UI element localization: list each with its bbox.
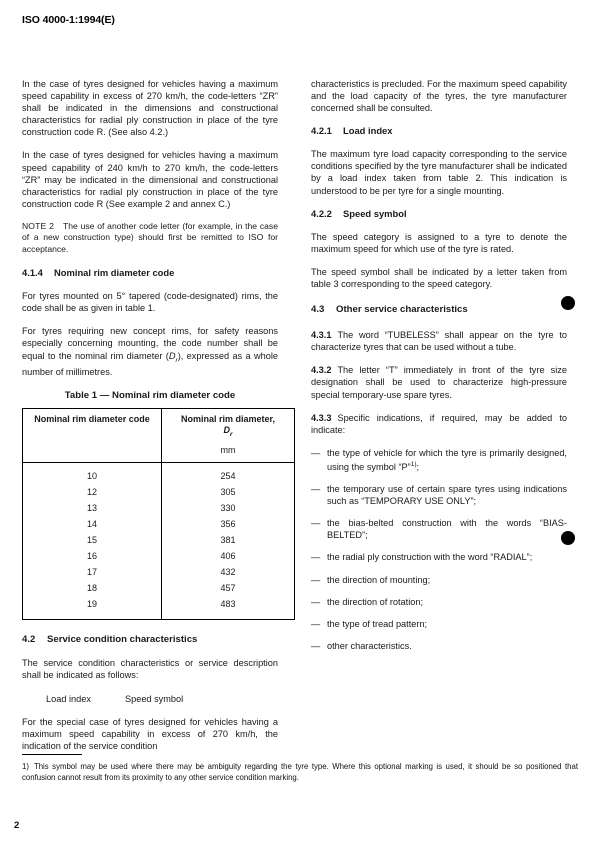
- note-text: The use of another code letter (for example, in the case of a new construction type) should first be remitted to ISO for acceptance.: [22, 220, 278, 254]
- note-label: NOTE 2: [22, 220, 55, 231]
- em-dash-icon: —: [311, 552, 321, 563]
- em-dash-icon: —: [311, 640, 321, 651]
- cell-diameter: 254: [220, 470, 236, 481]
- heading-4-2-1-number: 4.2.1: [311, 125, 332, 137]
- list-item: [311, 517, 567, 541]
- heading-4-2-1-title: Load index: [343, 125, 393, 137]
- service-description-format: [22, 693, 278, 705]
- paragraph-new-concept-rims-part1: For tyres requiring new concept rims, for safety reasons especially concerning mounting, the code number shall be equal to the nominal rim diameter (: [22, 326, 278, 361]
- subclause-4-3-3-number: 4.3.3: [311, 412, 332, 423]
- list-item-text: the bias-belted construction with the words “BIAS-BELTED”;: [327, 518, 567, 541]
- subclause-4-3-3: [311, 412, 567, 436]
- table-row: [23, 565, 295, 581]
- list-item-text: the direction of rotation;: [327, 596, 424, 607]
- heading-4-2-1: [311, 125, 567, 137]
- table-row: [23, 517, 295, 533]
- subclause-4-3-3-text: Specific indications, if required, may be added to indicate:: [311, 412, 567, 435]
- table-row: [23, 462, 295, 484]
- table-header-diameter-symbol: D: [223, 425, 230, 436]
- em-dash-icon: —: [311, 447, 321, 458]
- cell-code: 19: [23, 597, 162, 620]
- list-item: [311, 618, 567, 630]
- table-row: [23, 485, 295, 501]
- table-row: [23, 581, 295, 597]
- cell-diameter: 356: [220, 518, 236, 529]
- cell-code: 13: [23, 501, 162, 517]
- label-load-index: Load index: [46, 693, 91, 704]
- paragraph-load-capacity: The maximum tyre load capacity corresponding to the service conditions specified by the tyre manufacturer shall be indicated by a load index taken from table 2. This indication is understood to be per tyre for a single mounting.: [311, 149, 567, 196]
- table-row: [23, 549, 295, 565]
- document-header-id: ISO 4000-1:1994(E): [22, 14, 115, 26]
- table-row: [23, 533, 295, 549]
- note-2: [22, 221, 278, 255]
- subclause-4-3-2-number: 4.3.2: [311, 365, 332, 376]
- paragraph-speed-symbol-table3: The speed symbol shall be indicated by a letter taken from table 3 corresponding to the speed category.: [311, 266, 567, 289]
- heading-4-2-2-title: Speed symbol: [343, 207, 407, 219]
- specific-indications-list: [311, 447, 567, 652]
- table-header-diameter: [162, 408, 295, 462]
- paragraph-zr-240-to-270: In the case of tyres designed for vehicles having a maximum speed capability of 240 km/h to 270 km/h, the code-letters “ZR” may be indicated in the dimensional and constructional characteristics for radial ply construction in place of the tyre construction code R (See example 2 and annex C.): [22, 150, 278, 209]
- paragraph-new-concept-rims: [22, 325, 278, 378]
- footnote-1: [22, 762, 578, 783]
- symbol-dr: D: [168, 350, 176, 361]
- left-column: [22, 78, 278, 752]
- em-dash-icon: —: [311, 574, 321, 585]
- table-header-row: [23, 408, 295, 462]
- list-item: [311, 551, 567, 563]
- em-dash-icon: —: [311, 484, 321, 495]
- list-item-tail: ;: [416, 461, 420, 472]
- subclause-4-3-2-text: The letter “T” immediately in front of the tyre size designation shall be used to characterize high-pressure special temporary-use spare tyres.: [311, 365, 567, 400]
- list-item-text: other characteristics.: [327, 640, 412, 651]
- em-dash-icon: —: [311, 618, 321, 629]
- heading-4-1-4: [22, 267, 278, 279]
- heading-4-3: [311, 304, 567, 316]
- page-number: 2: [14, 820, 20, 831]
- table-header-diameter-subscript: r: [229, 430, 233, 438]
- list-item: [311, 596, 567, 608]
- cell-code: 16: [23, 549, 162, 565]
- table-head: [23, 408, 295, 462]
- heading-4-3-number: 4.3: [311, 304, 325, 316]
- cell-code: 17: [23, 565, 162, 581]
- list-item-text: the direction of mounting;: [327, 574, 431, 585]
- list-item-text: the radial ply construction with the word “RADIAL”;: [327, 552, 533, 563]
- cell-diameter: 406: [220, 550, 236, 561]
- subclause-4-3-1-number: 4.3.1: [311, 330, 332, 341]
- table-header-diameter-line1: Nominal rim diameter,: [180, 413, 276, 424]
- list-item: [311, 640, 567, 652]
- list-item-text: the type of tread pattern;: [327, 618, 428, 629]
- cell-diameter: 330: [220, 502, 236, 513]
- paragraph-zr-over-270: In the case of tyres designed for vehicles having a maximum speed capability in excess of 270 km/h, the code-letters “ZR” shall be indicated in the dimensions and constructional characteristics for radial ply construction in place of the tyre construction code R. (See also 4.2.): [22, 79, 278, 138]
- cell-diameter: 483: [220, 598, 236, 609]
- label-speed-symbol: Speed symbol: [124, 693, 184, 704]
- list-item: [311, 574, 567, 586]
- table-row: [23, 597, 295, 620]
- paragraph-special-case-270: For the special case of tyres designed for vehicles having a maximum speed capability in excess of 270 km/h, the indication of the service condition: [22, 716, 278, 751]
- heading-4-2-number: 4.2: [22, 634, 36, 646]
- heading-4-2-2-number: 4.2.2: [311, 207, 332, 219]
- em-dash-icon: —: [311, 596, 321, 607]
- heading-4-3-title: Other service characteristics: [336, 304, 468, 316]
- em-dash-icon: —: [311, 518, 321, 529]
- table-body: [23, 462, 295, 619]
- table-1-nominal-rim-diameter-code: [22, 408, 295, 621]
- cell-diameter: 381: [220, 534, 236, 545]
- right-column: [311, 78, 567, 652]
- heading-4-1-4-number: 4.1.4: [22, 267, 43, 279]
- cell-code: 10: [23, 462, 162, 484]
- heading-4-2-title: Service condition characteristics: [47, 634, 198, 646]
- cell-code: 12: [23, 485, 162, 501]
- cell-diameter: 457: [220, 582, 236, 593]
- table-header-code: Nominal rim diameter code: [23, 408, 162, 462]
- paragraph-service-description: The service condition characteristics or service description shall be indicated as follows:: [22, 658, 278, 681]
- subclause-4-3-2: [311, 364, 567, 400]
- paragraph-tapered-rims: For tyres mounted on 5° tapered (code-designated) rims, the code shall be as given in table 1.: [22, 291, 278, 314]
- cell-code: 15: [23, 533, 162, 549]
- heading-4-2-2: [311, 208, 567, 220]
- paragraph-new-concept-rims-part2: ), expressed as a whole number of millimetres.: [22, 350, 278, 378]
- table-1-caption: Table 1 — Nominal rim diameter code: [64, 389, 236, 401]
- symbol-dr-subscript: r: [175, 356, 178, 364]
- list-item: [311, 447, 567, 473]
- heading-4-1-4-title: Nominal rim diameter code: [54, 267, 175, 279]
- subclause-4-3-1-text: The word “TUBELESS” shall appear on the tyre to characterize tyres that can be used without a tube.: [311, 330, 567, 353]
- footnote-marker: 1): [22, 762, 29, 771]
- footnote-reference: 1): [410, 460, 417, 468]
- paragraph-speed-category: The speed category is assigned to a tyre to denote the maximum speed for which use of the tyre is rated.: [311, 231, 567, 254]
- table-header-diameter-unit: mm: [220, 445, 236, 456]
- list-item-text: the temporary use of certain spare tyres using indications such as “TEMPORARY USE ONLY”;: [327, 484, 567, 507]
- list-item: [311, 483, 567, 507]
- cell-diameter: 432: [220, 566, 236, 577]
- table-row: [23, 501, 295, 517]
- footnote-text: This symbol may be used where there may be ambiguity regarding the tyre type. Where this optional marking is used, it should be so positioned that confusion cannot result from its proximity to any other service condition marking.: [22, 762, 578, 782]
- cell-diameter: 305: [220, 486, 236, 497]
- subclause-4-3-1: [311, 329, 567, 353]
- list-item-text: the type of vehicle for which the tyre is primarily designed, using the symbol “P”: [327, 447, 567, 472]
- heading-4-2: [22, 634, 278, 646]
- paragraph-characteristics-precluded: characteristics is precluded. For the maximum speed capability and the load capacity of the tyres, the tyre manufacturer concerned shall be consulted.: [311, 79, 567, 114]
- footnote-separator-rule: [22, 754, 82, 755]
- cell-code: 14: [23, 517, 162, 533]
- cell-code: 18: [23, 581, 162, 597]
